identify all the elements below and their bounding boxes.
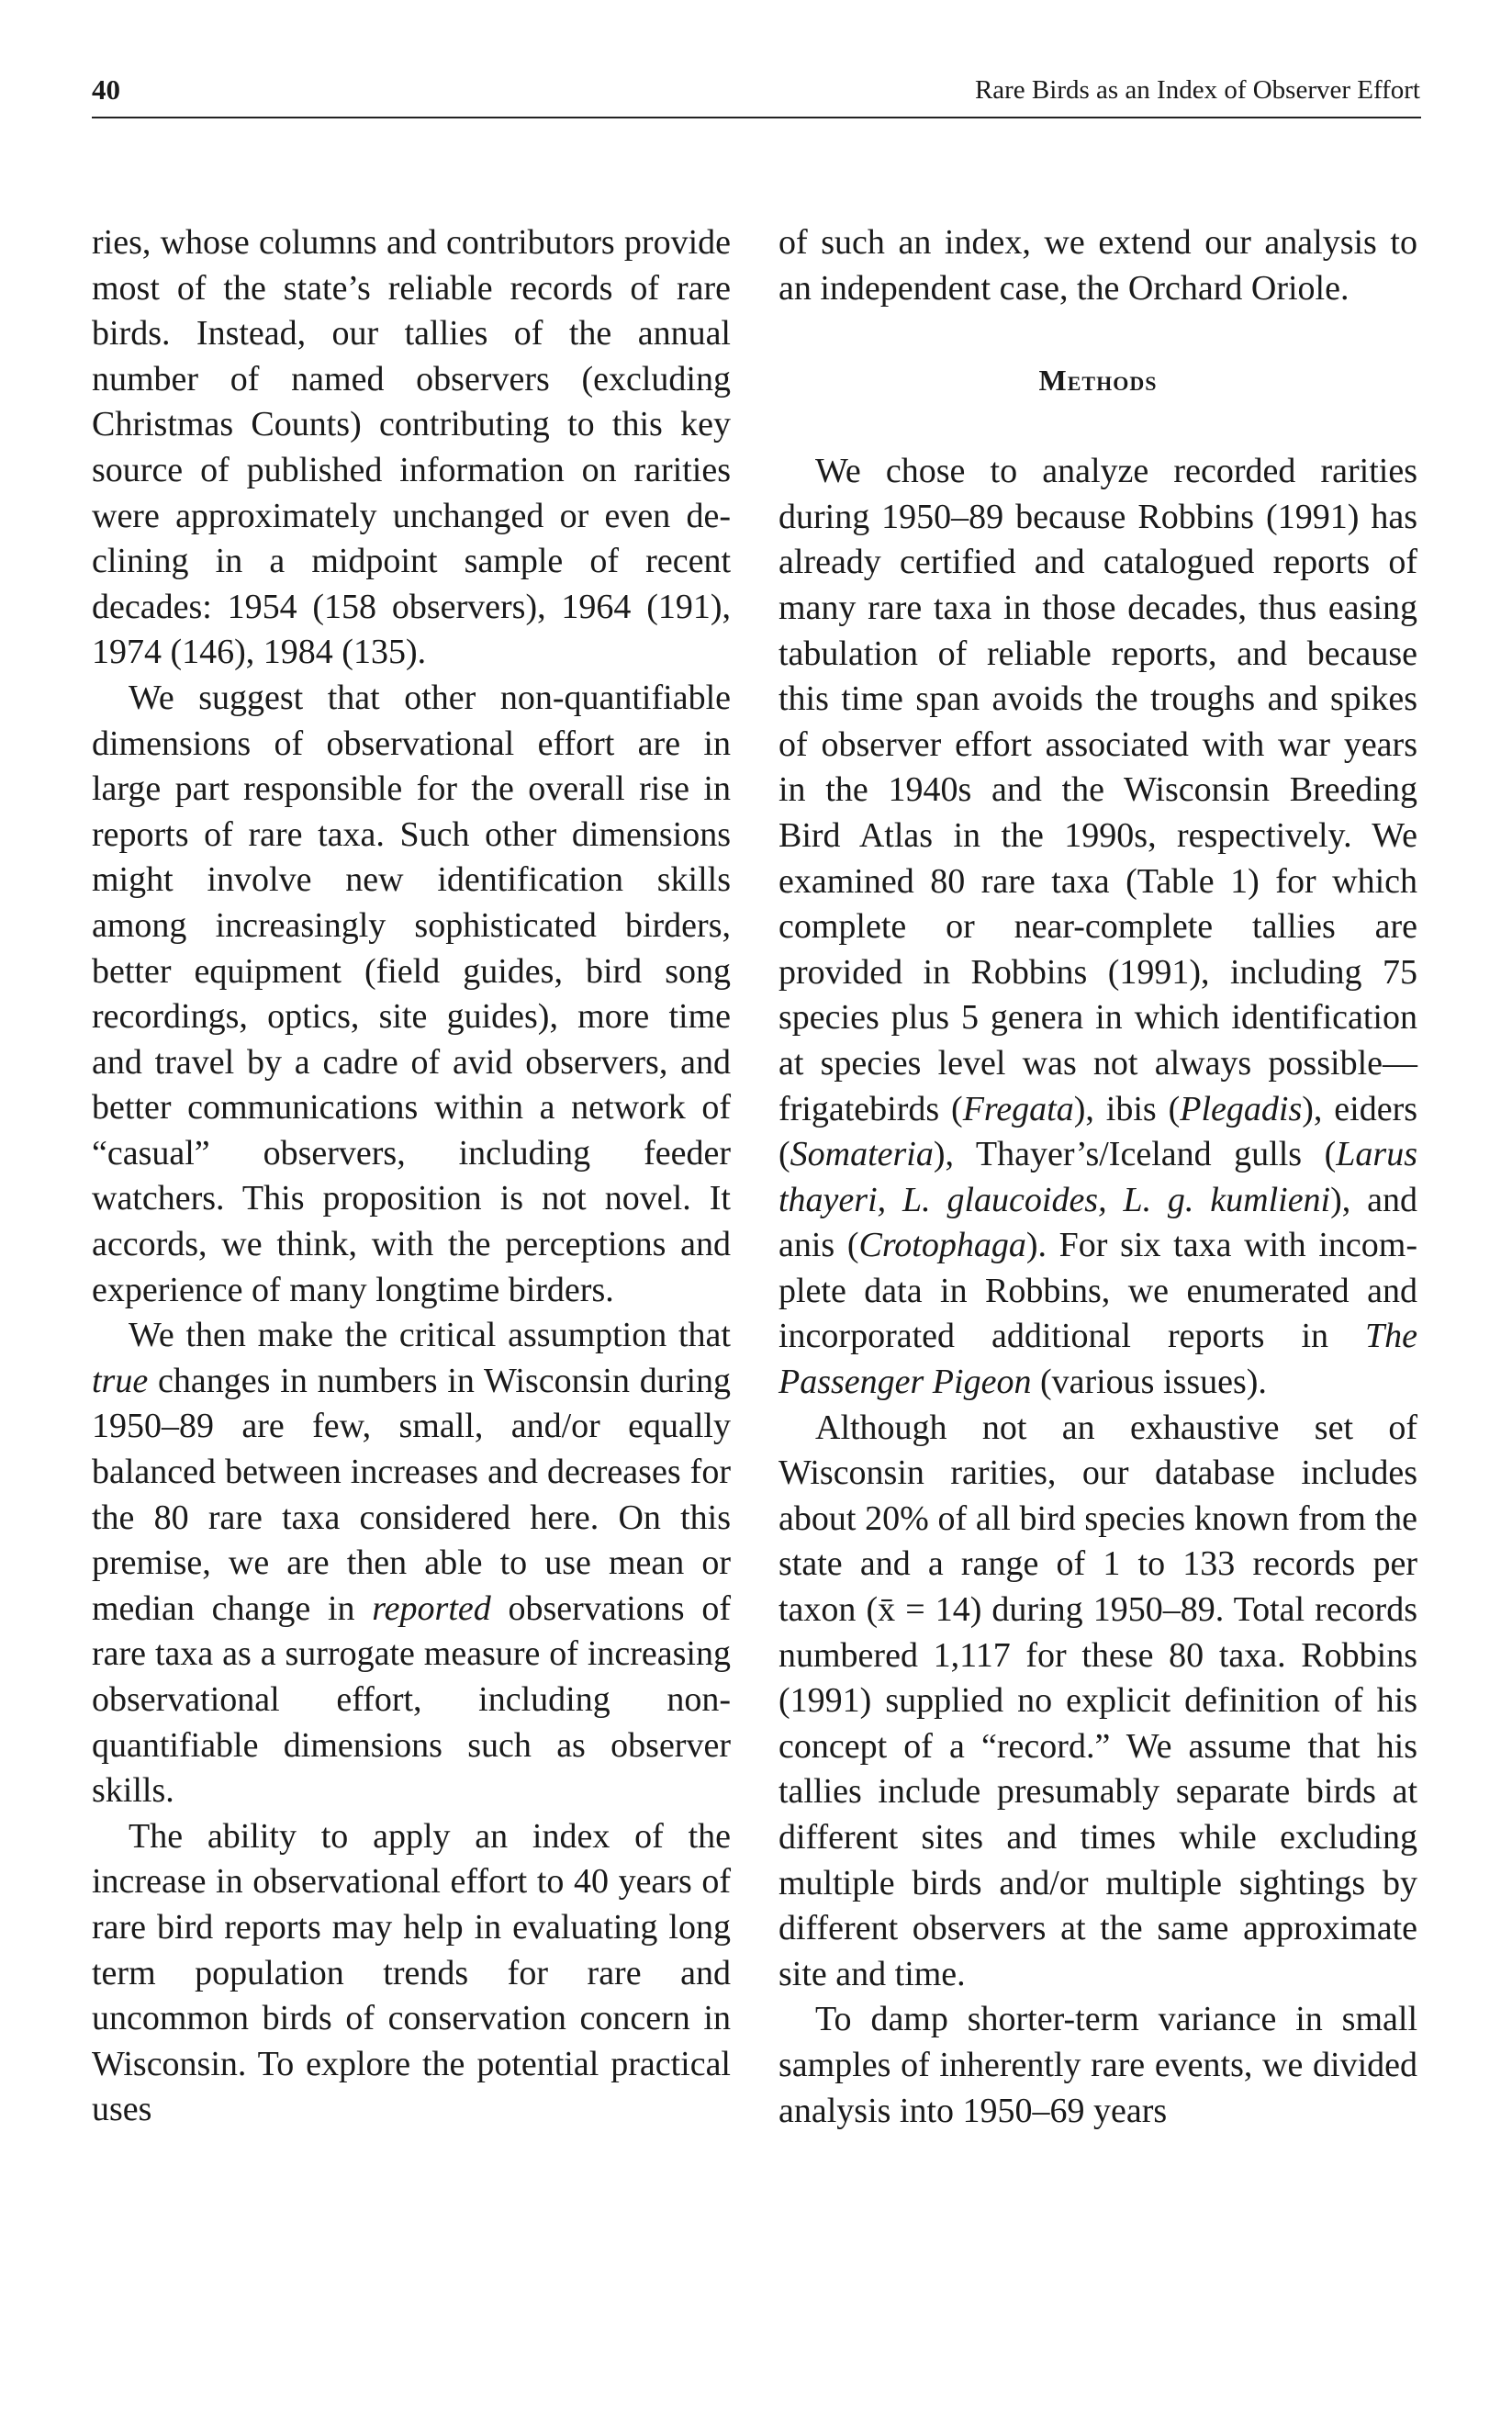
- left-column: [92, 220, 731, 2133]
- paragraph: To damp shorter-term variance in small samples of inherently rare events, we divided analysis into 1950–69 years: [778, 2000, 1417, 2130]
- paragraph: of such an index, we extend our analysis to an independent case, the Orchard Oriole.: [778, 223, 1417, 308]
- emphasis: reported: [372, 1588, 491, 1628]
- right-column: [778, 220, 1417, 2134]
- genus-name: Crotophaga: [858, 1226, 1026, 1265]
- running-title: Rare Birds as an Index of Observer Effort: [974, 75, 1420, 105]
- header-rule: [92, 117, 1421, 118]
- journal-title: The Passenger Pigeon: [778, 1317, 1417, 1402]
- page-number: 40: [92, 73, 120, 106]
- paragraph: ries, whose columns and contributors provide most of the state’s reliable records of rare birds. Instead, our tallies of the annual number of named observers (excluding Christmas Counts) contributing to this key source of published information on rarities were approximately unchanged or even declining in a midpoint sample of recent decades: 1954 (158 observers), 1964 (191), 1974 (146), 1984 (135).: [92, 223, 731, 672]
- section-heading-methods: Methods: [1038, 364, 1158, 398]
- genus-name: Fregata: [962, 1089, 1074, 1128]
- paragraph: We then make the critical assumption that true changes in numbers in Wisconsin during 1950–89 are few, small, and/or equally balanced between increases and decreases for the 80 rare taxa considered here. On this premise, we are then able to use mean or median change in reported observations of rare taxa as a surrogate measure of increasing observational effort, including non-quantifiable dimensions such as observer skills.: [92, 1316, 731, 1811]
- paragraph: The ability to apply an index of the increase in observational effort to 40 years of rare bird reports may help in evaluating long term population trends for rare and uncommon birds of conservation concern in Wisconsin. To explore the potential practical uses: [92, 1816, 731, 2129]
- genus-name: Somateria: [790, 1135, 934, 1174]
- paragraph: We suggest that other non-quantifiable dimensions of observational effort are in large part responsible for the overall rise in reports of rare taxa. Such other dimensions might involve new identification skills among increasingly sophisticated birders, better equipment (field guides, bird song recordings, optics, site guides), more time and travel by a cadre of avid observers, and better communications within a network of “casual” observers, including feeder watchers. This proposition is not novel. It accords, we think, with the perceptions and experience of many longtime birders.: [92, 678, 731, 1309]
- genus-name: Plegadis: [1180, 1089, 1303, 1128]
- paragraph: We chose to analyze recorded rarities during 1950–89 because Robbins (1991) has already certified and catalogued reports of many rare taxa in those decades, thus easing tabulation of reliable reports, and because this time span avoids the troughs and spikes of observer effort associated with war years in the 1940s and the Wisconsin Breeding Bird Atlas in the 1990s, respectively. We examined 80 rare taxa (Table 1) for which complete or near-complete tallies are provided in Robbins (1991), including 75 species plus 5 genera in which identification at species level was not always possible—frigatebirds (Fregata), ibis (Plegadis), eiders (Somateria), Thayer’s/Iceland gulls (Larus thayeri, L. glaucoides, L. g. kumlieni), and anis (Crotophaga). For six taxa with incomplete data in Robbins, we enumerated and incorporated additional reports in The Passenger Pigeon (various issues).: [778, 452, 1418, 1402]
- species-names: Larus thayeri, L. glaucoides, L. g. kumlieni: [778, 1135, 1417, 1219]
- paragraph: Although not an exhaustive set of Wisconsin rarities, our database includes about 20% of all bird species known from the state and a range of 1 to 133 records per taxon (x̄ = 14) during 1950–89. Total records numbered 1,117 for these 80 taxa. Robbins (1991) supplied no explicit definition of his concept of a “record.” We assume that his tallies include presumably separate birds at different sites and times while excluding multiple birds and/or multiple sightings by different observers at the same approximate site and time.: [778, 1408, 1417, 1993]
- emphasis: true: [92, 1361, 149, 1400]
